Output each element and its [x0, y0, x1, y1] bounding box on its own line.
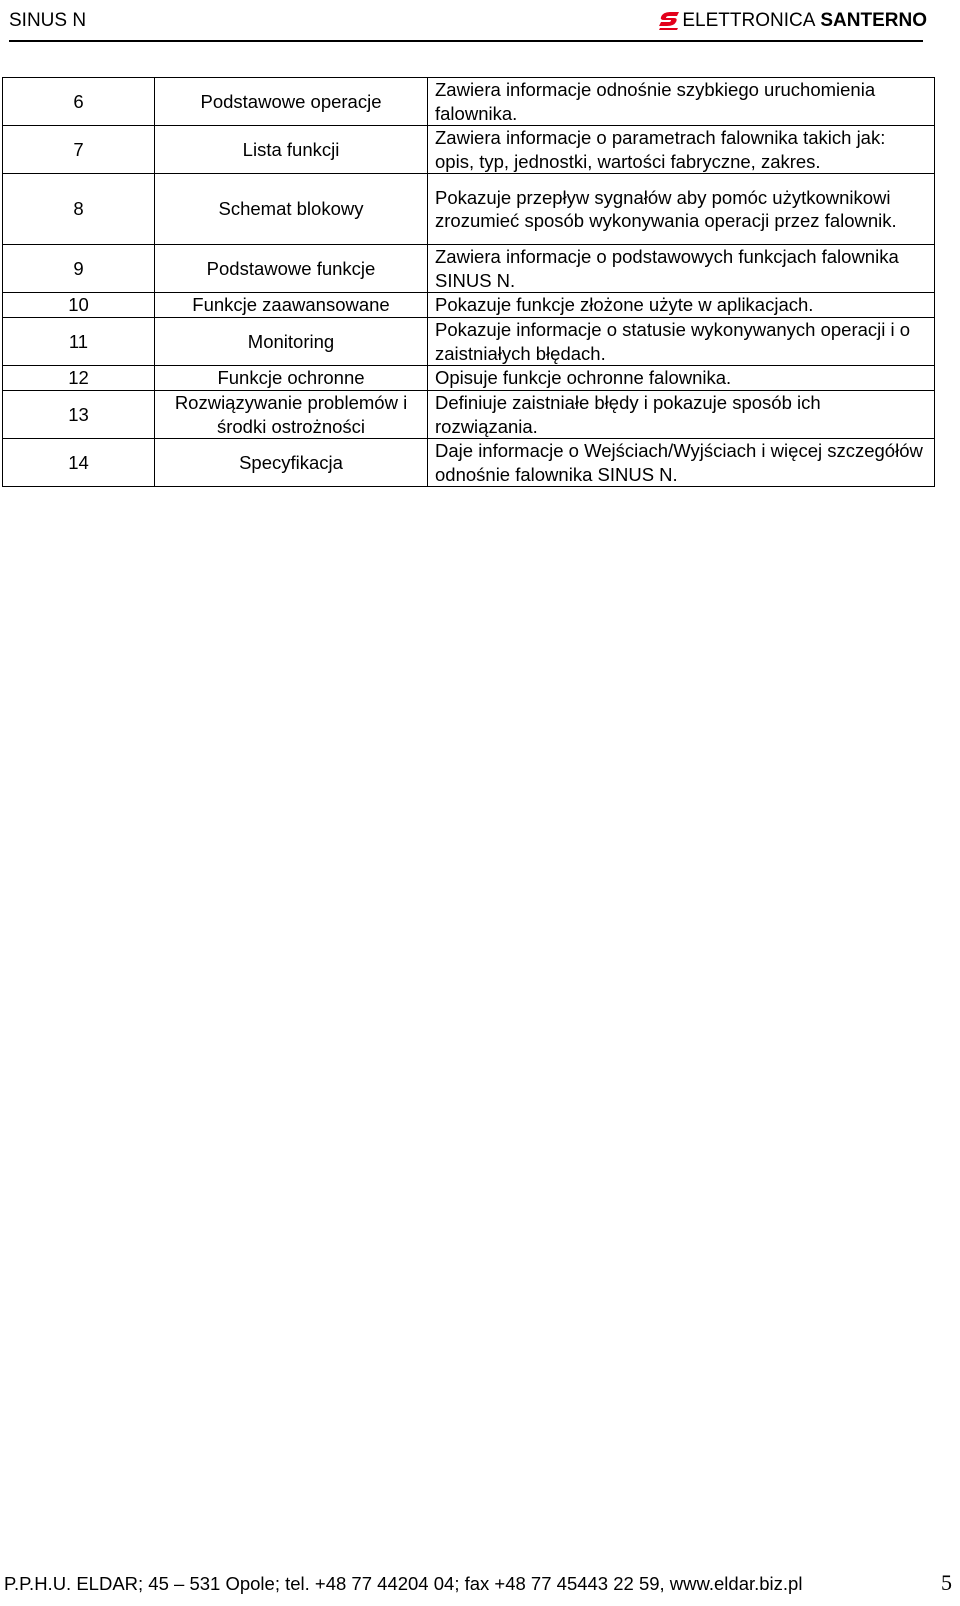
footer-contact-info: P.P.H.U. ELDAR; 45 – 531 Opole; tel. +48 77 44204 04; fax +48 77 45443 22 59, www.eldar.biz.pl [4, 1573, 803, 1594]
table-row [3, 366, 935, 391]
document-title: SINUS N [9, 10, 87, 31]
chapter-description: Definiuje zaistniałe błędy i pokazuje sposób ich rozwiązania. [428, 391, 935, 439]
table-row [3, 174, 935, 245]
chapter-description: Pokazuje funkcje złożone użyte w aplikacjach. [428, 293, 935, 318]
chapter-name: Lista funkcji [155, 126, 428, 174]
chapter-description: Pokazuje przepływ sygnałów aby pomóc użytkownikowi zrozumieć sposób wykonywania operacji przez falownik. [428, 174, 935, 245]
table-row [3, 391, 935, 439]
table-row [3, 245, 935, 293]
chapter-description: Opisuje funkcje ochronne falownika. [428, 366, 935, 391]
chapter-description: Daje informacje o Wejściach/Wyjściach i więcej szczegółów odnośnie falownika SINUS N. [428, 439, 935, 487]
chapter-description: Zawiera informacje o podstawowych funkcjach falownika SINUS N. [428, 245, 935, 293]
page-number: 5 [941, 1570, 952, 1595]
chapter-number: 11 [3, 318, 155, 366]
brand-name-part2: SANTERNO [820, 10, 927, 31]
chapter-contents-table [2, 77, 935, 487]
page-footer [0, 1570, 960, 1603]
chapter-description: Zawiera informacje o parametrach falownika takich jak: opis, typ, jednostki, wartości fabryczne, zakres. [428, 126, 935, 174]
chapter-name: Rozwiązywanie problemów i środki ostrożności [155, 391, 428, 439]
table-row [3, 318, 935, 366]
chapter-number: 10 [3, 293, 155, 318]
chapter-number: 14 [3, 439, 155, 487]
chapter-number: 8 [3, 174, 155, 245]
chapter-name: Funkcje zaawansowane [155, 293, 428, 318]
chapter-number: 9 [3, 245, 155, 293]
chapter-number: 13 [3, 391, 155, 439]
table-row [3, 293, 935, 318]
chapter-name: Funkcje ochronne [155, 366, 428, 391]
brand-logo [658, 10, 927, 32]
chapter-name: Podstawowe funkcje [155, 245, 428, 293]
table-row [3, 126, 935, 174]
chapter-number: 6 [3, 78, 155, 126]
chapter-number: 7 [3, 126, 155, 174]
chapter-name: Specyfikacja [155, 439, 428, 487]
brand-name-part1: ELETTRONICA [682, 10, 816, 31]
page-header [9, 6, 927, 42]
chapter-name: Schemat blokowy [155, 174, 428, 245]
chapter-number: 12 [3, 366, 155, 391]
santerno-logo-icon [658, 11, 680, 31]
table-row [3, 78, 935, 126]
chapter-description: Pokazuje informacje o statusie wykonywanych operacji i o zaistniałych błędach. [428, 318, 935, 366]
table-row [3, 439, 935, 487]
chapter-name: Monitoring [155, 318, 428, 366]
chapter-name: Podstawowe operacje [155, 78, 428, 126]
chapter-description: Zawiera informacje odnośnie szybkiego uruchomienia falownika. [428, 78, 935, 126]
